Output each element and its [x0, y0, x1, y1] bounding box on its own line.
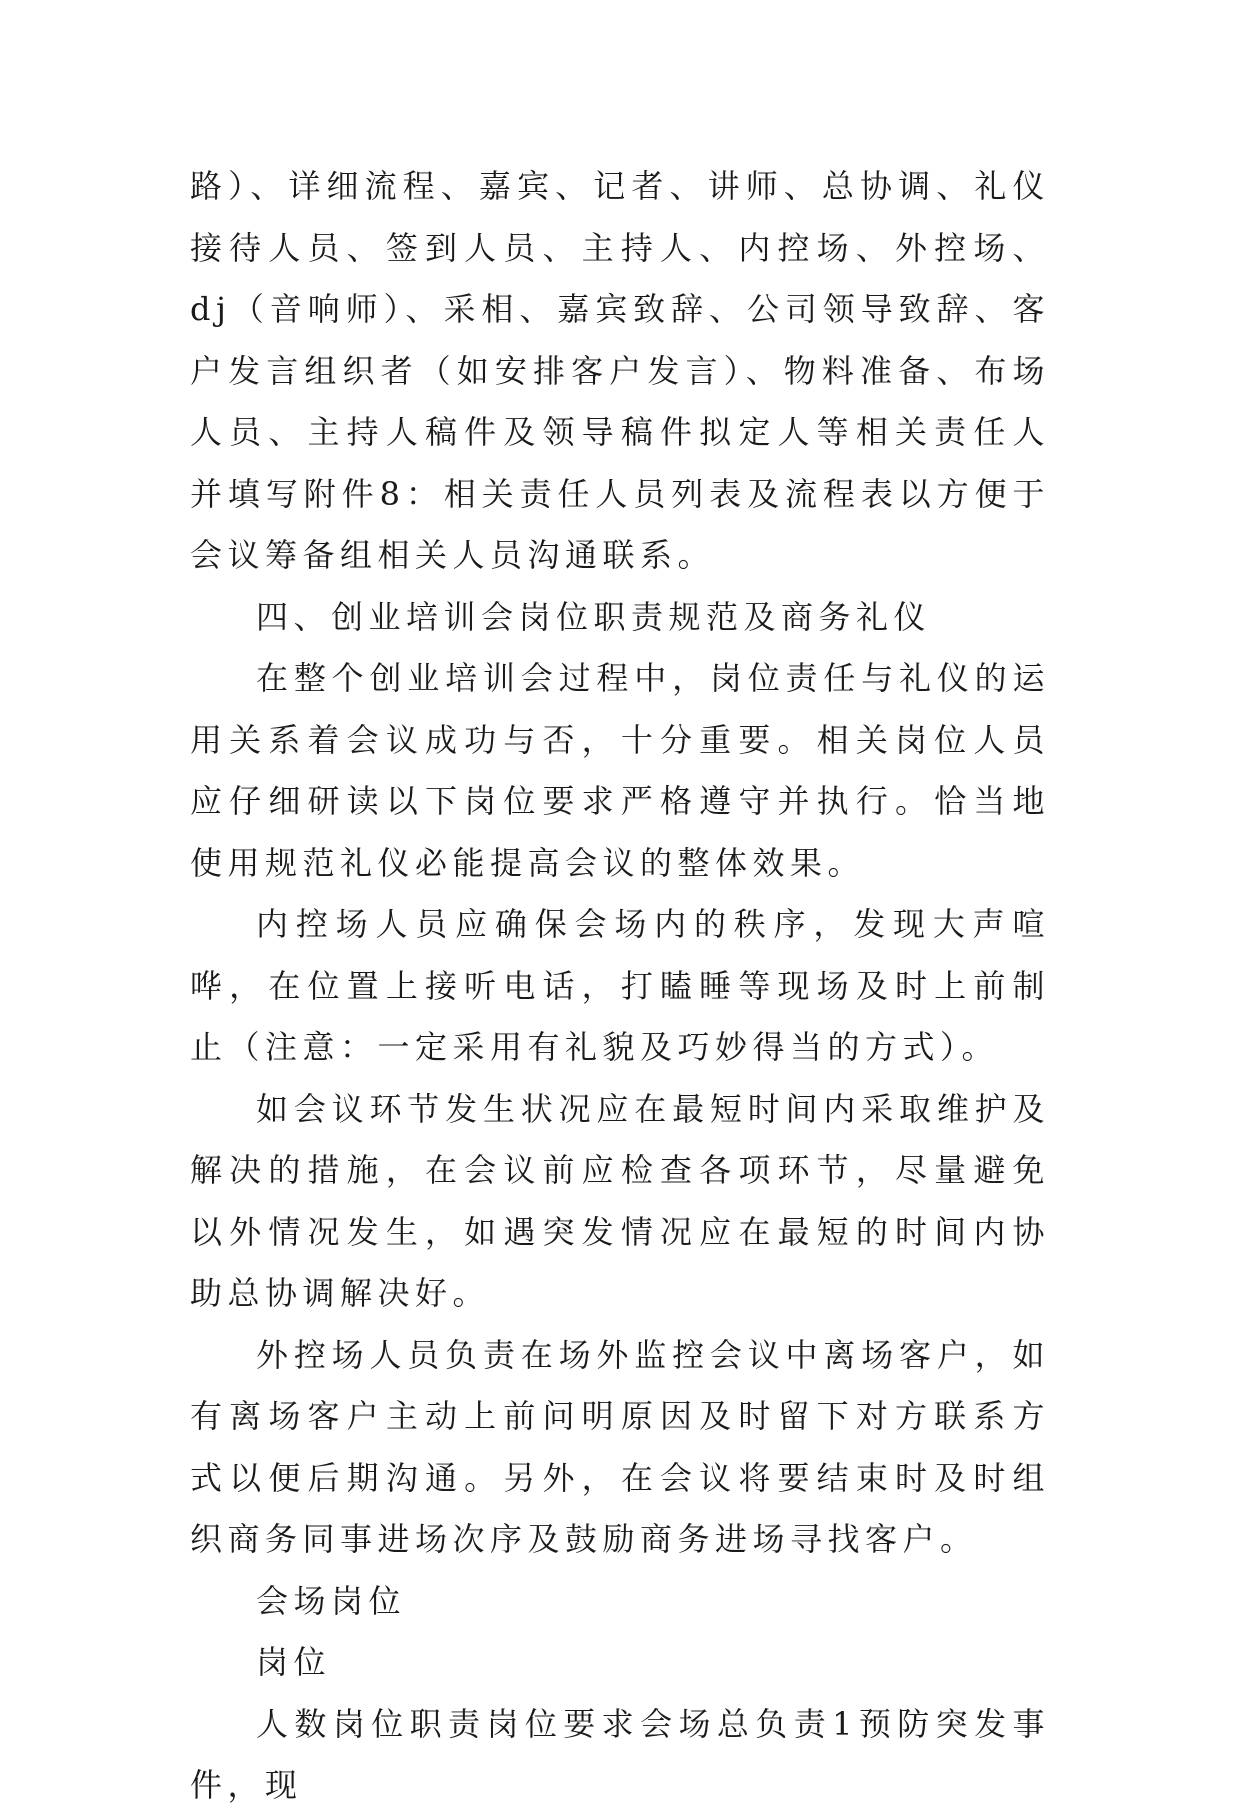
paragraph-responsible-persons: 路）、详细流程、嘉宾、记者、讲师、总协调、礼仪接待人员、签到人员、主持人、内控场、外控场、dj（音响师）、采相、嘉宾致辞、公司领导致辞、客户发言组织者（如安排客户发言）、物料准备、布场人员、主持人稿件及领导稿件拟定人等相关责任人并填写附件8：相关责任人员列表及流程表以方便于会议筹备组相关人员沟通联系。: [190, 167, 1050, 574]
paragraph-position-table-text: 人数岗位职责岗位要求会场总负责1预防突发事件，现: [190, 1704, 1050, 1804]
paragraph-outer-control: 外控场人员负责在场外监控会议中离场客户，如有离场客户主动上前问明原因及时留下对方联系方式以便后期沟通。另外，在会议将要结束时及时组织商务同事进场次序及鼓励商务进场寻找客户。: [190, 1335, 1050, 1558]
label-position: 岗位: [256, 1643, 332, 1681]
label-venue-positions: 会场岗位: [256, 1581, 407, 1620]
document-body: [190, 156, 1050, 1817]
paragraph-training-intro: 在整个创业培训会过程中，岗位责任与礼仪的运用关系着会议成功与否，十分重要。相关岗位人员应仔细研读以下岗位要求严格遵守并执行。恰当地使用规范礼仪必能提高会议的整体效果。: [190, 659, 1050, 882]
paragraph-incident-handling: 如会议环节发生状况应在最短时间内采取维护及解决的措施，在会议前应检查各项环节，尽量避免以外情况发生，如遇突发情况应在最短的时间内协助总协调解决好。: [190, 1089, 1050, 1312]
section-heading-4: 四、创业培训会岗位职责规范及商务礼仪: [256, 597, 932, 636]
paragraph-inner-control: 内控场人员应确保会场内的秩序，发现大声喧哗，在位置上接听电话，打瞌睡等现场及时上前制止（注意：一定采用有礼貌及巧妙得当的方式）。: [190, 905, 1050, 1066]
